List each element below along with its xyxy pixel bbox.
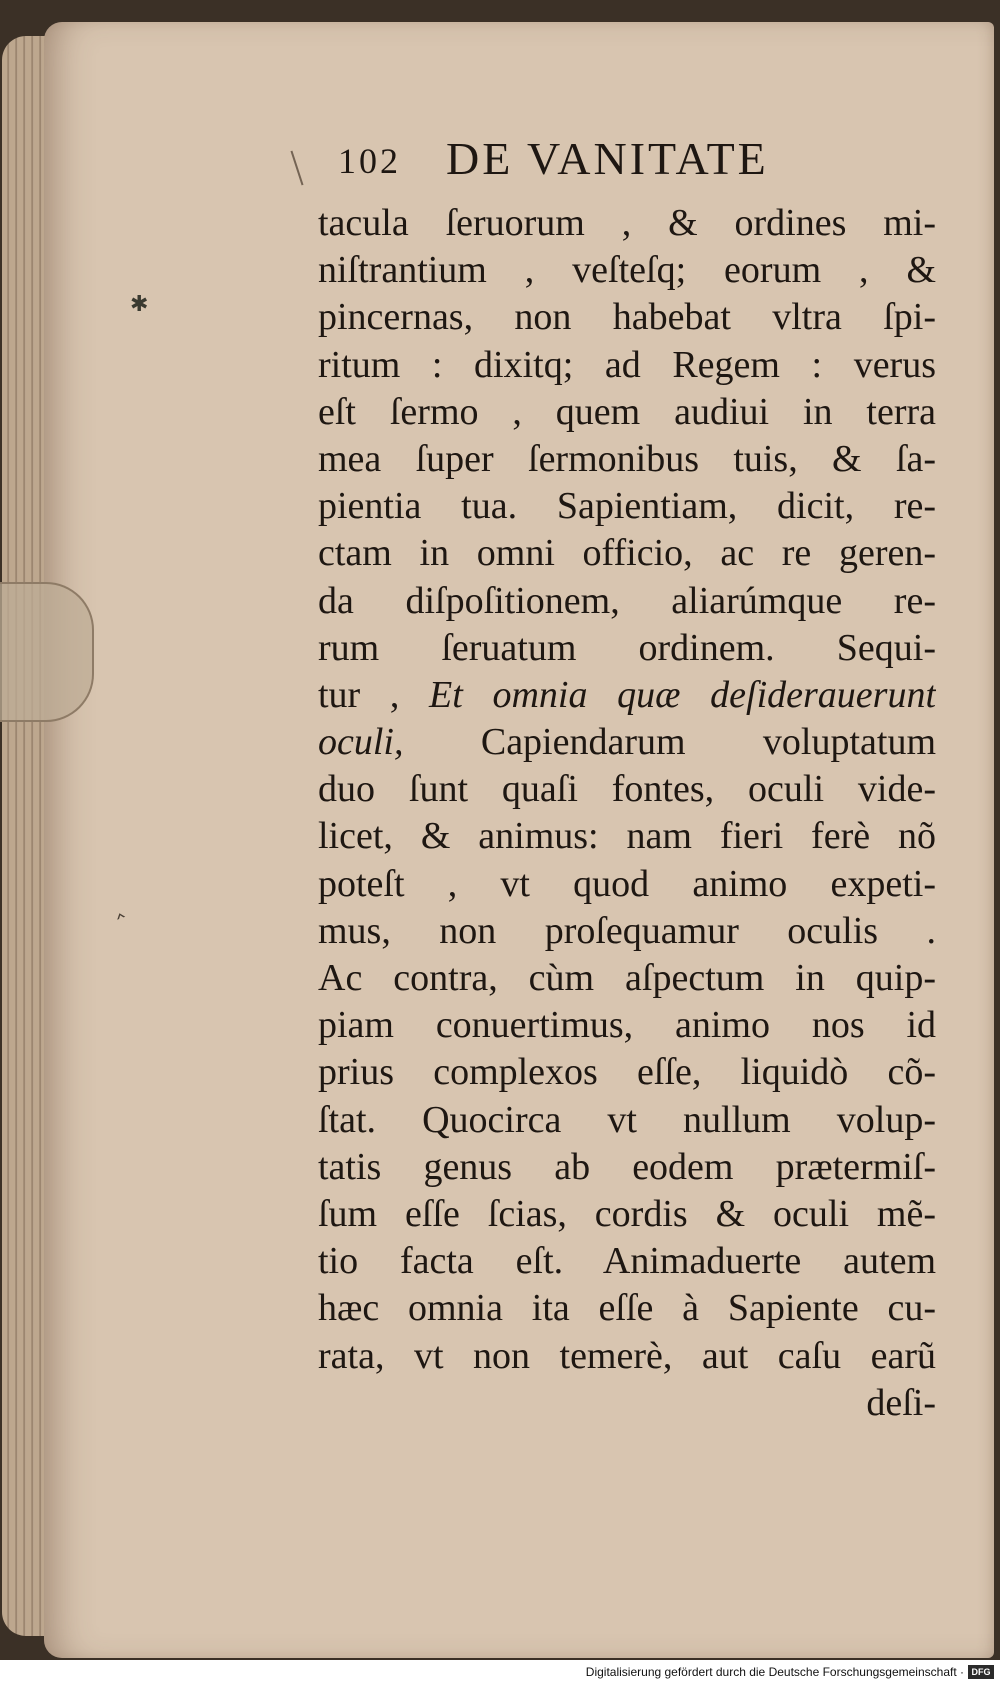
- text-line: tatis genus ab eodem prætermiſ-: [318, 1145, 936, 1188]
- text-span: tur ,: [318, 673, 400, 716]
- text-line: da diſpoſitionem, aliarúmque re-: [318, 579, 936, 622]
- text-line: tacula ſeruorum , & ordines mi-: [318, 202, 936, 244]
- text-line: mus, non proſequamur oculis .: [318, 909, 936, 952]
- page-header: [318, 128, 936, 200]
- text-block: [318, 128, 936, 1427]
- text-span: Capiendarum voluptatum: [480, 721, 936, 764]
- text-line: licet, & animus: nam fieri ferè nõ: [318, 815, 936, 858]
- text-line-mixed: [318, 719, 936, 766]
- text-line: rum ſeruatum ordinem. Sequi-: [318, 626, 936, 669]
- page-number: 102: [338, 141, 401, 181]
- italic-quotation: Et omnia quæ deſiderauerunt: [429, 673, 936, 716]
- text-line: niſtrantium , veſteſq; eorum , &: [318, 249, 936, 292]
- text-line: ſum eſſe ſcias, cordis & oculi mẽ-: [318, 1192, 936, 1235]
- ink-blot-mark: ✱: [130, 292, 149, 317]
- text-line: ritum : dixitq; ad Regem : verus: [318, 343, 936, 386]
- text-line-mixed: [318, 672, 936, 719]
- text-line: rata, vt non temerè, aut caſu earũ: [318, 1334, 936, 1377]
- text-line: Ac contra, cùm aſpectum in quip-: [318, 957, 936, 999]
- text-line: hæc omnia ita eſſe à Sapiente cu-: [318, 1287, 936, 1330]
- text-line: tio facta eſt. Animaduerte autem: [318, 1240, 936, 1283]
- text-line: eſt ſermo , quem audiui in terra: [318, 390, 936, 433]
- marginal-caret-mark: ‸: [107, 889, 126, 921]
- text-line: ſtat. Quocirca vt nullum volup-: [318, 1098, 936, 1141]
- text-line: duo ſunt quaſi fontes, oculi vide-: [318, 768, 936, 811]
- text-line: pincernas, non habebat vltra ſpi-: [318, 296, 936, 339]
- text-line: piam conuertimus, animo nos id: [318, 1004, 936, 1047]
- footer-bar: [0, 1660, 1000, 1686]
- running-title: DE VANITATE: [446, 133, 769, 184]
- dfg-logo: DFG: [968, 1665, 994, 1679]
- text-line: mea ſuper ſermonibus tuis, & ſa-: [318, 437, 936, 480]
- italic-quotation: oculi,: [318, 721, 404, 764]
- catchword: deſi-: [866, 1381, 936, 1424]
- book-clasp: [0, 582, 94, 722]
- funding-credit: Digitalisierung gefördert durch die Deutsche Forschungsgemeinschaft ·: [585, 1665, 964, 1679]
- text-line: prius complexos eſſe, liquidò cõ-: [318, 1051, 936, 1094]
- text-line: pientia tua. Sapientiam, dicit, re-: [318, 485, 936, 528]
- text-line: ctam in omni officio, ac re geren-: [318, 532, 936, 575]
- text-line: poteſt , vt quod animo expeti-: [318, 862, 936, 905]
